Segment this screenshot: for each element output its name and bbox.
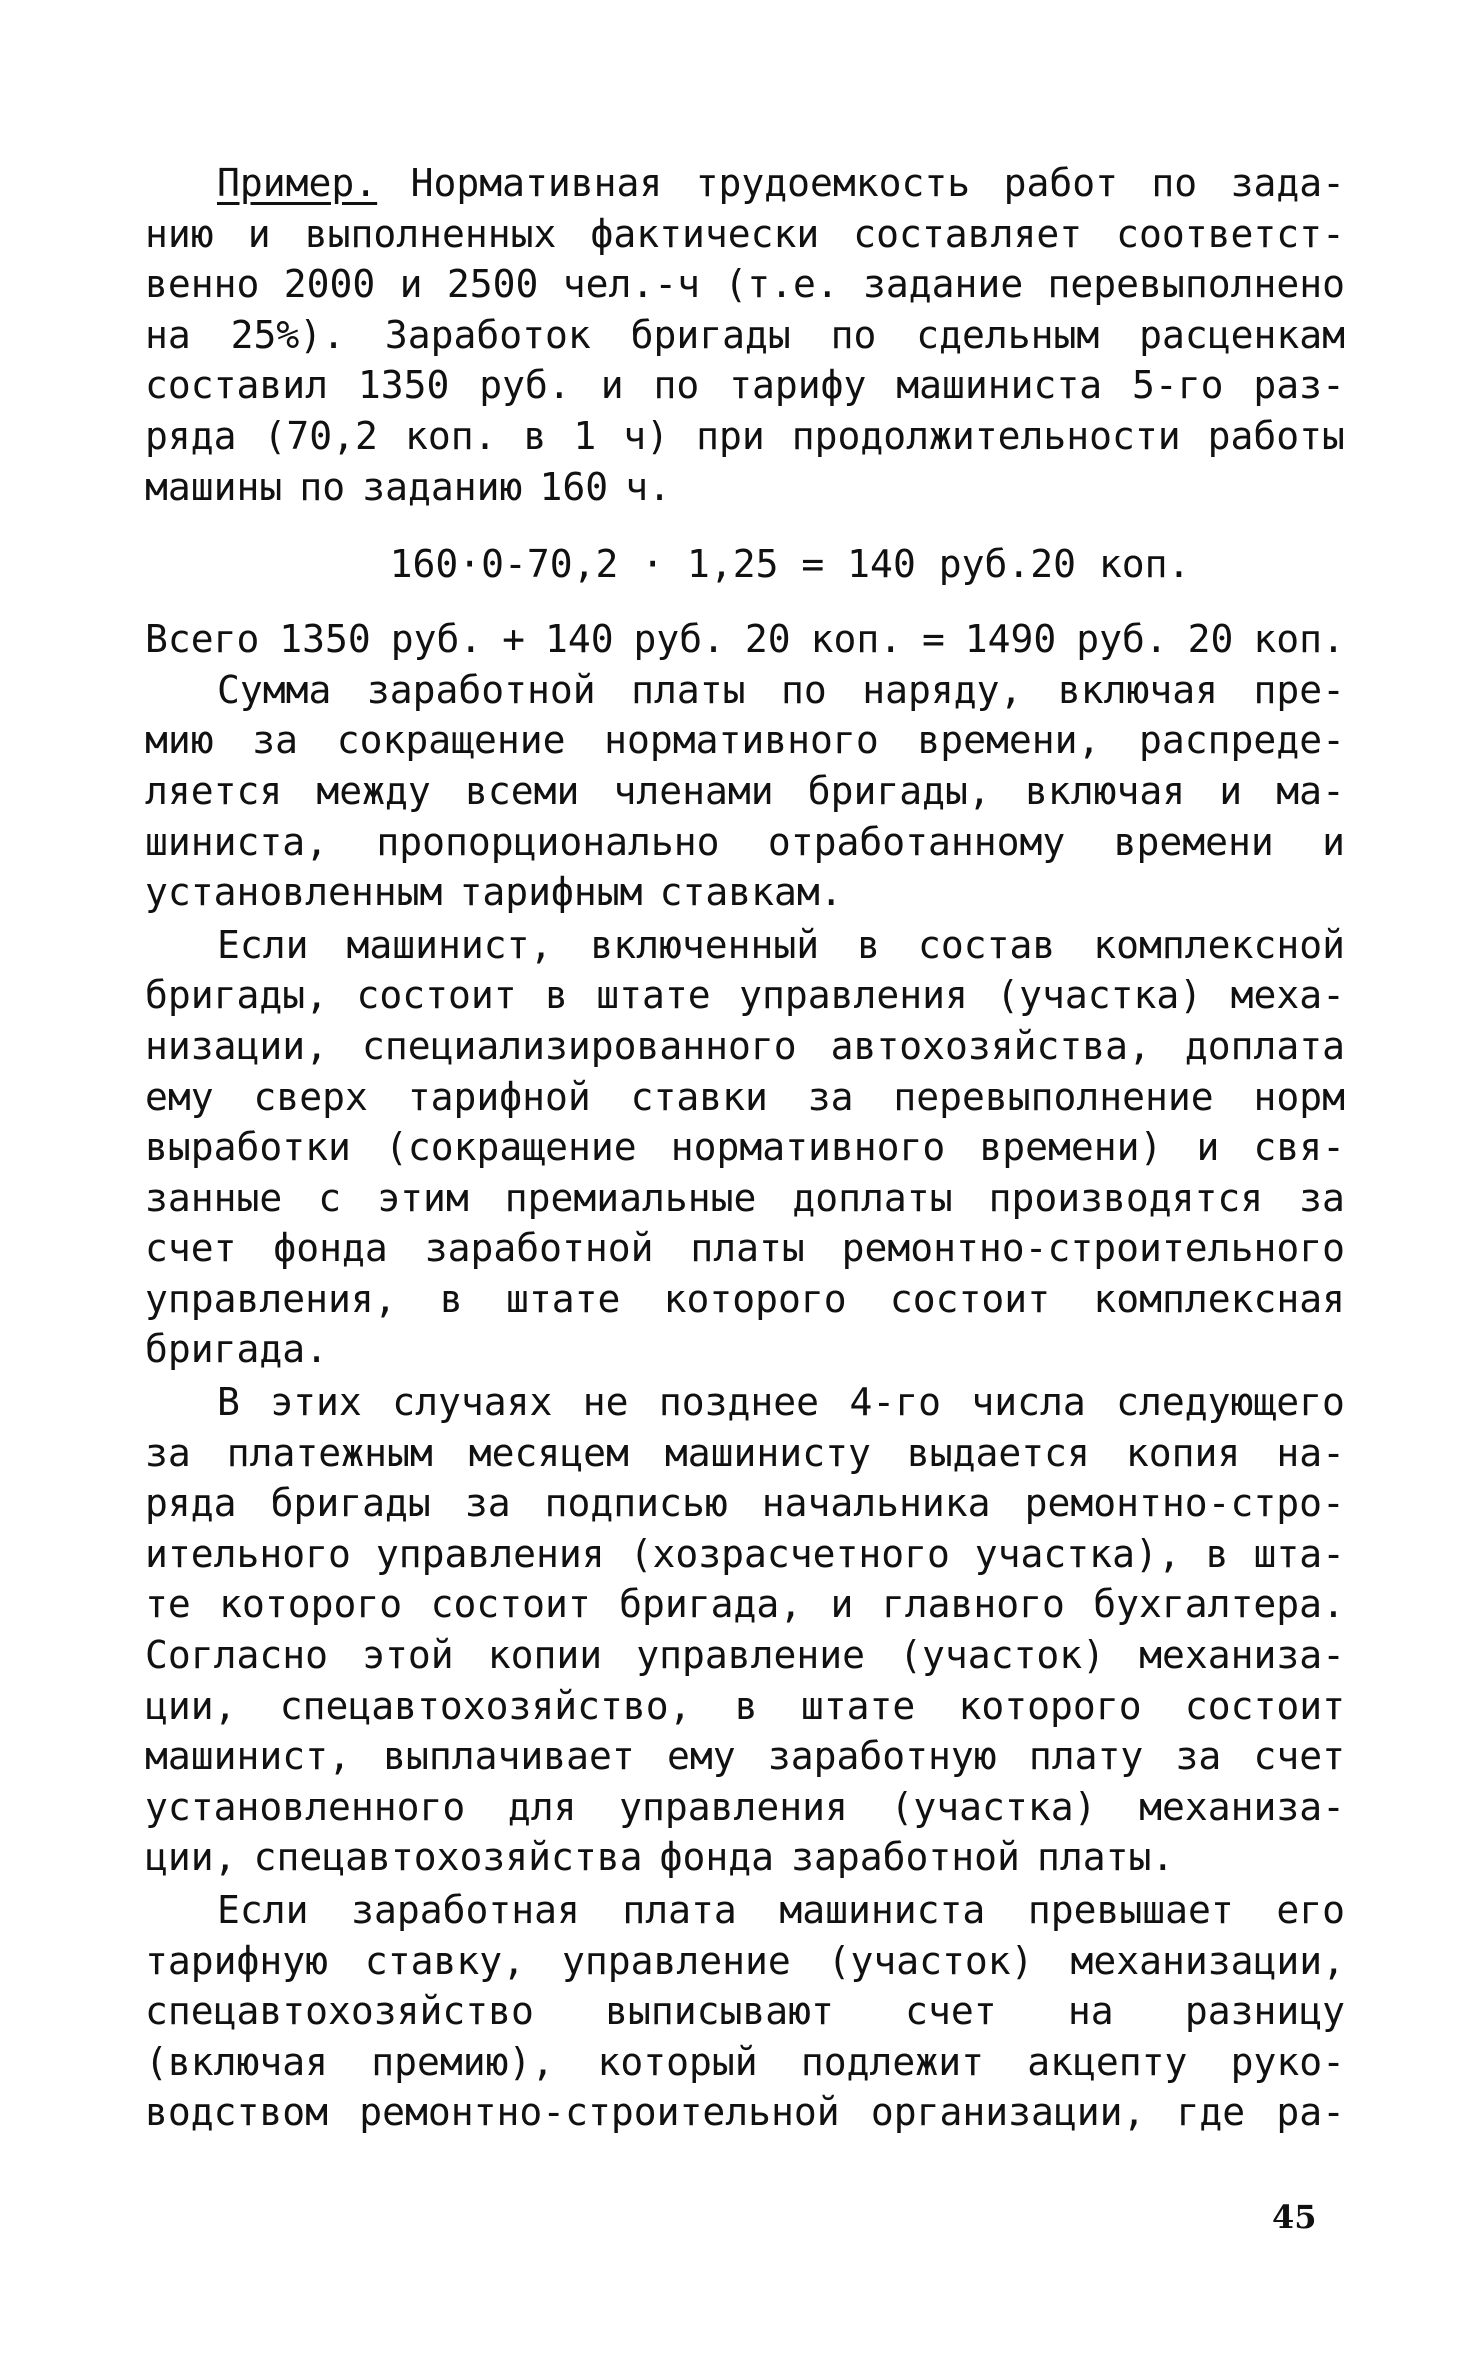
example-first-line bbox=[145, 158, 1345, 209]
word: бригады, bbox=[807, 768, 991, 813]
total-line bbox=[145, 614, 1345, 665]
page-text bbox=[145, 158, 1345, 2138]
word: за bbox=[145, 1430, 191, 1475]
word: бригады bbox=[630, 312, 791, 357]
word: заработную bbox=[767, 1734, 997, 1779]
word: где bbox=[1176, 2090, 1246, 2135]
word: тарифную bbox=[145, 1938, 329, 1983]
word: состав bbox=[918, 922, 1056, 967]
calculation-formula: 160·0-70,2 · 1,25 = 140 руб.20 коп. bbox=[389, 542, 1191, 587]
word: автохозяйства, bbox=[830, 1023, 1151, 1068]
word: этой bbox=[362, 1633, 454, 1678]
word: ляется bbox=[145, 768, 283, 813]
word: между bbox=[316, 768, 431, 813]
word: венно bbox=[145, 262, 260, 307]
word: 1 bbox=[573, 413, 597, 458]
word: спецавтохозяйство bbox=[145, 1989, 534, 2034]
paragraph-line bbox=[145, 1832, 1345, 1883]
word: по bbox=[780, 667, 827, 712]
word: в bbox=[545, 973, 568, 1018]
word: заработная bbox=[351, 1888, 580, 1932]
word: бригады, bbox=[145, 973, 329, 1018]
word: машинист, bbox=[145, 1734, 351, 1779]
word: этих bbox=[270, 1380, 362, 1425]
word: ремонтно-строительной bbox=[359, 2090, 840, 2135]
word: сдельным bbox=[916, 312, 1100, 357]
word: ма- bbox=[1276, 768, 1345, 813]
word: членами bbox=[613, 768, 774, 813]
word: которого bbox=[958, 1683, 1142, 1728]
word: ему bbox=[145, 1074, 214, 1119]
word: комплексной bbox=[1093, 922, 1345, 967]
word: премиальные bbox=[504, 1175, 757, 1220]
word: механиза- bbox=[1139, 1633, 1345, 1678]
word: установленным bbox=[145, 870, 443, 915]
word: (участок) bbox=[827, 1938, 1034, 1983]
word: ряда bbox=[145, 1481, 237, 1526]
paragraph-line bbox=[145, 1681, 1345, 1732]
word: за bbox=[464, 1481, 511, 1526]
word: машиниста bbox=[779, 1888, 986, 1932]
word: всеми bbox=[464, 768, 580, 813]
word: копия bbox=[1125, 1430, 1241, 1475]
word: 1350 bbox=[357, 363, 450, 408]
paragraph-line bbox=[145, 1223, 1345, 1274]
word: организации, bbox=[870, 2090, 1146, 2135]
word: ряда bbox=[145, 413, 237, 458]
word: в bbox=[734, 1683, 758, 1728]
word: шта- bbox=[1253, 1531, 1345, 1576]
word: этим bbox=[377, 1175, 469, 1220]
paragraph-line bbox=[145, 1731, 1345, 1782]
word: ч) bbox=[623, 413, 670, 458]
word: не bbox=[582, 1380, 629, 1425]
word: счет bbox=[145, 1226, 237, 1271]
word: выплачивает bbox=[383, 1734, 635, 1779]
word: Согласно bbox=[145, 1633, 329, 1678]
word: следующего bbox=[1116, 1380, 1345, 1425]
word: (хозрасчетного bbox=[629, 1531, 950, 1576]
word: выдается bbox=[906, 1430, 1090, 1475]
word: коп. bbox=[1253, 617, 1345, 662]
paragraph-line bbox=[145, 1630, 1345, 1681]
word: коп. bbox=[810, 617, 903, 662]
word: который bbox=[597, 2039, 758, 2084]
word: платежным bbox=[226, 1430, 433, 1475]
word: тарифной bbox=[407, 1074, 591, 1119]
paragraph-line bbox=[145, 1274, 1345, 1325]
paragraph-line bbox=[145, 920, 1345, 971]
word: нию bbox=[145, 211, 214, 256]
word: наряду, bbox=[862, 667, 1023, 712]
paragraph-line bbox=[145, 1072, 1345, 1123]
word: составляет bbox=[853, 211, 1083, 256]
word: фактически bbox=[590, 211, 820, 256]
word: штате bbox=[596, 973, 711, 1018]
word: = bbox=[922, 617, 945, 662]
word: акцепту bbox=[1027, 2039, 1188, 2084]
word: 4-го bbox=[849, 1380, 941, 1425]
word: Нормативная bbox=[410, 161, 663, 205]
paragraph-line bbox=[145, 1021, 1345, 1072]
paragraph-line bbox=[145, 766, 1345, 817]
word: механизации, bbox=[1070, 1938, 1345, 1983]
word: управление bbox=[636, 1633, 865, 1678]
word: (сокращение bbox=[384, 1125, 637, 1170]
word: управления bbox=[619, 1784, 848, 1829]
word: отработанному bbox=[767, 819, 1066, 864]
word: с bbox=[318, 1175, 342, 1220]
word: позднее bbox=[658, 1380, 820, 1425]
word: доплата bbox=[1184, 1023, 1345, 1068]
word: заработной bbox=[424, 1226, 654, 1271]
word: чел.-ч bbox=[562, 262, 700, 307]
word: заработной bbox=[791, 1835, 1020, 1880]
word: управление bbox=[561, 1938, 791, 1983]
word: числа bbox=[971, 1380, 1086, 1425]
word: 2000 bbox=[283, 262, 376, 307]
word: штате bbox=[506, 1276, 621, 1321]
word: за bbox=[1175, 1734, 1222, 1779]
word: производятся bbox=[988, 1175, 1264, 1220]
paragraph-line bbox=[145, 1173, 1345, 1224]
word: машиниста bbox=[896, 363, 1103, 408]
word: 1490 bbox=[964, 617, 1057, 662]
word: задание bbox=[863, 262, 1024, 307]
word: свя- bbox=[1253, 1125, 1345, 1170]
word: платы bbox=[631, 667, 746, 712]
word: и bbox=[600, 363, 624, 408]
paragraph-line bbox=[145, 1122, 1345, 1173]
word: перевыполнение bbox=[893, 1074, 1214, 1119]
word: ции, bbox=[145, 1835, 237, 1880]
word: выполненных bbox=[304, 211, 557, 256]
word: комплексная bbox=[1093, 1276, 1345, 1321]
word: мию bbox=[145, 718, 214, 763]
example-line bbox=[145, 411, 1345, 462]
paragraph-line bbox=[145, 1377, 1345, 1428]
word: низации, bbox=[145, 1023, 329, 1068]
word: включая bbox=[1057, 667, 1218, 712]
paragraph-line bbox=[145, 1579, 1345, 1630]
word: Если bbox=[217, 922, 309, 967]
word: составил bbox=[145, 363, 329, 408]
word: норм bbox=[1253, 1074, 1345, 1119]
word: по bbox=[653, 363, 700, 408]
example-label: Пример. bbox=[217, 161, 378, 205]
word: коп. bbox=[404, 413, 497, 458]
word: управления bbox=[375, 1531, 605, 1576]
word: заданию bbox=[362, 464, 523, 509]
word: (70,2 bbox=[263, 413, 378, 458]
word: пре- bbox=[1253, 667, 1345, 712]
word: подлежит bbox=[800, 2039, 984, 2084]
paragraph-line bbox=[145, 2037, 1345, 2088]
word: бухгалтера. bbox=[1093, 1582, 1345, 1627]
word: занные bbox=[145, 1175, 283, 1220]
word: специализированного bbox=[361, 1023, 797, 1068]
word: ции, bbox=[145, 1683, 237, 1728]
word: копии bbox=[487, 1633, 603, 1678]
word: механиза- bbox=[1139, 1784, 1345, 1829]
word: ставкам. bbox=[659, 870, 843, 915]
word: на bbox=[1067, 1989, 1114, 2034]
example-line bbox=[145, 360, 1345, 411]
example-line bbox=[145, 259, 1345, 310]
word: В bbox=[217, 1380, 240, 1425]
word: распреде- bbox=[1139, 718, 1345, 763]
word: участка), bbox=[974, 1531, 1181, 1576]
word: машинисту bbox=[664, 1430, 871, 1475]
word: и bbox=[830, 1582, 854, 1627]
word: нормативного bbox=[670, 1125, 946, 1170]
word: включая bbox=[1024, 768, 1186, 813]
word: (включая bbox=[145, 2039, 329, 2084]
example-line bbox=[145, 209, 1345, 260]
example-line bbox=[145, 462, 1345, 513]
word: по bbox=[830, 312, 877, 357]
word: управления bbox=[739, 973, 968, 1018]
example-line bbox=[145, 310, 1345, 361]
paragraph-line bbox=[145, 715, 1345, 766]
word: ремонтно-строительного bbox=[841, 1226, 1345, 1271]
word: платы bbox=[690, 1226, 805, 1271]
word: в bbox=[523, 413, 547, 458]
word: премию), bbox=[371, 2039, 555, 2084]
word: доплаты bbox=[792, 1175, 953, 1220]
word: (участка) bbox=[890, 1784, 1097, 1829]
word: выработки bbox=[145, 1125, 351, 1170]
word: и bbox=[1322, 819, 1345, 864]
page-number: 45 bbox=[1272, 2198, 1317, 2236]
word: при bbox=[696, 413, 765, 458]
word: продолжительности bbox=[791, 413, 1181, 458]
word: состоит bbox=[889, 1276, 1051, 1321]
word: состоит bbox=[356, 973, 517, 1018]
word: подписью bbox=[544, 1481, 728, 1526]
word: платы. bbox=[1037, 1835, 1175, 1880]
word: ставки bbox=[630, 1074, 768, 1119]
word: и bbox=[247, 211, 271, 256]
word: 1350 bbox=[279, 617, 371, 662]
word: раз- bbox=[1253, 363, 1345, 408]
word: разницу bbox=[1184, 1989, 1345, 2034]
word: времени) bbox=[979, 1125, 1163, 1170]
word: бригада, bbox=[619, 1582, 803, 1627]
word: руб. bbox=[1076, 617, 1168, 662]
word: Если bbox=[217, 1888, 309, 1932]
word: ему bbox=[667, 1734, 736, 1779]
word: управления, bbox=[145, 1276, 397, 1321]
word: бригады bbox=[270, 1481, 431, 1526]
word: состоит bbox=[1184, 1683, 1345, 1728]
word: счет bbox=[905, 1989, 997, 2034]
word: руко- bbox=[1230, 2039, 1345, 2084]
word: + bbox=[502, 617, 526, 662]
word: включенный bbox=[590, 922, 820, 967]
word: на- bbox=[1276, 1430, 1345, 1475]
word: 25%). bbox=[230, 312, 345, 357]
word: Сумма bbox=[217, 667, 332, 712]
paragraph-line bbox=[145, 1936, 1345, 1987]
word: главного bbox=[881, 1582, 1065, 1627]
word: (т.е. bbox=[724, 262, 839, 307]
word: состоит bbox=[430, 1582, 591, 1627]
word: ставку, bbox=[364, 1938, 526, 1983]
word: работ bbox=[1003, 161, 1118, 205]
word: заработной bbox=[366, 667, 596, 712]
word: меха- bbox=[1230, 973, 1345, 1018]
word: перевыполнено bbox=[1047, 262, 1345, 307]
paragraph-line bbox=[145, 867, 1345, 918]
word: руб. bbox=[479, 363, 571, 408]
word: в bbox=[1205, 1531, 1229, 1576]
paragraph-line bbox=[145, 1885, 1345, 1936]
paragraph-line bbox=[145, 2087, 1345, 2138]
word: машинист, bbox=[346, 922, 553, 967]
word: счет bbox=[1253, 1734, 1345, 1779]
word: 140 bbox=[544, 617, 614, 662]
word: шиниста, bbox=[145, 819, 329, 864]
word: и bbox=[399, 262, 423, 307]
word: установленного bbox=[145, 1784, 466, 1829]
word: водством bbox=[145, 2090, 329, 2135]
word: ремонтно-стро- bbox=[1024, 1481, 1345, 1526]
word: и bbox=[1219, 768, 1243, 813]
word: зада- bbox=[1230, 161, 1345, 205]
word: соответст- bbox=[1116, 211, 1345, 256]
paragraph-line bbox=[145, 1324, 1345, 1375]
word: месяцем bbox=[468, 1430, 629, 1475]
word: руб. bbox=[390, 617, 483, 662]
word: по bbox=[1151, 161, 1198, 205]
word: руб. bbox=[633, 617, 725, 662]
word: в bbox=[439, 1276, 463, 1321]
word: 5-го bbox=[1132, 363, 1224, 408]
word: штате bbox=[800, 1683, 916, 1728]
word: бригада. bbox=[145, 1327, 329, 1372]
paragraph-line bbox=[145, 665, 1345, 716]
word: и bbox=[1196, 1125, 1220, 1170]
paragraph-line bbox=[145, 970, 1345, 1021]
word: те bbox=[145, 1582, 191, 1627]
word: расценкам bbox=[1139, 312, 1345, 357]
paragraph-line bbox=[145, 1986, 1345, 2037]
paragraph-line bbox=[145, 1428, 1345, 1479]
paragraph-line bbox=[145, 817, 1345, 868]
word: машины bbox=[145, 464, 283, 509]
word: по bbox=[299, 464, 346, 509]
word: случаях bbox=[392, 1380, 553, 1425]
word: в bbox=[857, 922, 881, 967]
word: плата bbox=[622, 1888, 737, 1932]
word: пропорционально bbox=[376, 819, 720, 864]
word: нормативного bbox=[604, 718, 879, 763]
word: на bbox=[145, 312, 191, 357]
word: времени bbox=[1113, 819, 1274, 864]
word: за bbox=[1299, 1175, 1345, 1220]
word: плату bbox=[1028, 1734, 1144, 1779]
paragraph-line bbox=[145, 1529, 1345, 1580]
word: которого bbox=[663, 1276, 847, 1321]
word: фонда bbox=[659, 1835, 775, 1880]
word: за bbox=[807, 1074, 854, 1119]
word: трудоемкость bbox=[695, 161, 971, 205]
paragraph-line bbox=[145, 1478, 1345, 1529]
word: тарифным bbox=[459, 870, 643, 915]
word: работы bbox=[1207, 413, 1345, 458]
word: за bbox=[252, 718, 299, 763]
word: 160 bbox=[539, 464, 609, 509]
word: фонда bbox=[273, 1226, 388, 1271]
word: 2500 bbox=[446, 262, 539, 307]
word: Всего bbox=[145, 617, 260, 662]
word: ч. bbox=[625, 464, 671, 509]
word: (участка) bbox=[996, 973, 1203, 1018]
word: сверх bbox=[253, 1074, 368, 1119]
word: начальника bbox=[761, 1481, 991, 1526]
word: (участок) bbox=[899, 1633, 1105, 1678]
word: 20 bbox=[1187, 617, 1234, 662]
word: тарифу bbox=[729, 363, 867, 408]
word: Заработок bbox=[384, 312, 591, 357]
paragraph-line bbox=[145, 1782, 1345, 1833]
word: для bbox=[507, 1784, 577, 1829]
word: сокращение bbox=[336, 718, 566, 763]
word: превышает bbox=[1027, 1888, 1234, 1932]
word: ительного bbox=[145, 1531, 351, 1576]
word: его bbox=[1276, 1888, 1345, 1932]
word: времени, bbox=[917, 718, 1101, 763]
word: спецавтохозяйства bbox=[253, 1835, 643, 1880]
word: выписывают bbox=[605, 1989, 834, 2034]
word: ра- bbox=[1276, 2090, 1345, 2135]
word: 20 bbox=[744, 617, 791, 662]
word: спецавтохозяйство, bbox=[279, 1683, 692, 1728]
word: которого bbox=[219, 1582, 403, 1627]
